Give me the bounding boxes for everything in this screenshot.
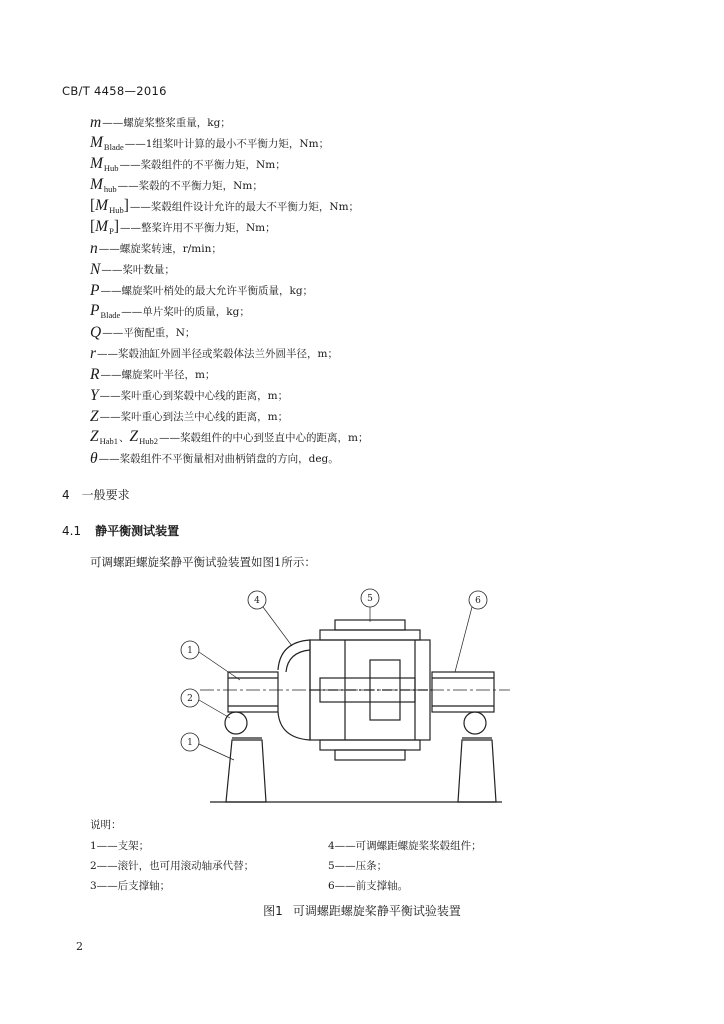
figure-title: 可调螺距螺旋桨静平衡试验装置 <box>292 904 461 918</box>
symbol: θ <box>90 449 98 467</box>
symbol-definition: ——桨叶数量； <box>101 264 175 276</box>
symbol-row <box>90 406 690 427</box>
bottom-clamp-strip <box>335 750 405 760</box>
symbol-definition: ——螺旋桨叶半径，m； <box>100 369 216 381</box>
symbol-row <box>90 112 690 133</box>
symbol-row <box>90 133 690 154</box>
callout-1-bottom: 1 <box>187 738 193 748</box>
legend-item: 5——压条； <box>328 860 388 872</box>
callout-4: 4 <box>254 596 260 606</box>
legend-item: 3——后支撑轴； <box>90 880 171 892</box>
symbol: $M_{Blade}$ <box>90 134 124 153</box>
symbol-definition: ——平衡配重，N； <box>102 327 196 339</box>
symbol-definition: ——螺旋桨整桨重量，kg； <box>102 117 231 129</box>
symbol-row <box>90 238 690 259</box>
callout-1-top: 1 <box>187 646 193 656</box>
symbol: Q <box>90 323 102 341</box>
symbol-row <box>90 343 690 364</box>
symbol-definition: ——螺旋桨转速，r/min； <box>98 243 222 255</box>
symbol-definition: ——桨叶重心到桨毂中心线的距离，m； <box>99 390 289 402</box>
left-support <box>226 740 266 802</box>
symbol-row <box>90 301 690 322</box>
symbol-row <box>90 385 690 406</box>
symbol: n <box>90 239 98 257</box>
section-title: 静平衡测试装置 <box>95 524 180 538</box>
standard-code: CB/T 4458—2016 <box>62 84 167 98</box>
right-roller <box>464 712 486 734</box>
figure-caption <box>0 902 724 919</box>
figure-number: 图1 <box>263 904 283 918</box>
symbol-definition: ——桨毂组件设计允许的最大不平衡力矩，Nm； <box>129 201 360 213</box>
figure-1-drawing <box>170 580 530 810</box>
symbol: $M_{hub}$ <box>90 176 117 195</box>
section-number: 4.1 <box>62 524 82 538</box>
page-number: 2 <box>76 940 83 953</box>
symbol-row <box>90 196 690 217</box>
symbol: m <box>90 113 102 131</box>
symbol-row <box>90 217 690 238</box>
symbol-definition: ——整桨许用不平衡力矩，Nm； <box>120 222 276 234</box>
symbol: R <box>90 365 100 383</box>
symbol-definition: ——单片桨叶的质量，kg； <box>121 306 250 318</box>
symbol-row <box>90 259 690 280</box>
symbol-row <box>90 322 690 343</box>
legend-left-column <box>90 836 254 896</box>
section-number: 4 <box>62 488 70 502</box>
symbol: $M_{Hub}$ <box>90 155 119 174</box>
symbol-definition: ——桨叶重心到法兰中心线的距离，m； <box>99 411 289 423</box>
symbol-row <box>90 175 690 196</box>
symbol: P <box>90 281 100 299</box>
symbol-row: $Z_{Hab1}$ 、 $Z_{Hub2}$ ——桨毂组件的中心到竖直中心的距离，m； <box>90 428 369 447</box>
symbol: $P_{Blade}$ <box>90 302 121 321</box>
legend-item: 4——可调螺距螺旋桨桨毂组件； <box>328 840 482 852</box>
symbol: $Z_{Hab1}$ <box>90 428 119 447</box>
symbol-row <box>90 448 690 469</box>
legend-right-column <box>328 836 482 896</box>
left-roller <box>225 712 247 734</box>
symbol-row <box>90 280 690 301</box>
section-title: 一般要求 <box>81 488 130 502</box>
symbol-definition: ——桨毂油缸外圆半径或桨毂体法兰外圆半径，m； <box>97 348 339 360</box>
symbol: $[M_P]$ <box>90 218 119 237</box>
callout-6: 6 <box>475 596 481 606</box>
callout-2: 2 <box>187 694 193 704</box>
symbol: Z <box>90 407 99 425</box>
legend-item: 6——前支撑轴。 <box>328 880 409 892</box>
symbol: r <box>90 344 97 362</box>
symbol: $[M_{Hub}]$ <box>90 197 129 216</box>
right-support <box>458 740 496 802</box>
intro-paragraph: 可调螺距螺旋桨静平衡试验装置如图1所示： <box>90 555 316 569</box>
symbol-row <box>90 364 690 385</box>
symbol-row <box>90 154 690 175</box>
symbol-definition: ——桨毂组件不平衡量相对曲柄销盘的方向，deg。 <box>98 453 339 465</box>
legend-title: 说明： <box>90 819 122 831</box>
symbol: N <box>90 260 101 278</box>
symbol-list <box>90 112 690 469</box>
symbol-definition: ——桨毂的不平衡力矩，Nm； <box>117 180 263 192</box>
symbol-definition: ——1组桨叶计算的最小不平衡力矩，Nm； <box>124 138 330 150</box>
section-4-heading <box>62 486 130 503</box>
symbol-definition: ——桨毂组件的中心到竖直中心的距离，m； <box>159 432 369 444</box>
symbol: Y <box>90 386 99 404</box>
legend-item: 1——支架； <box>90 840 150 852</box>
callout-5: 5 <box>367 594 373 604</box>
symbol-definition: ——桨毂组件的不平衡力矩，Nm； <box>119 159 286 171</box>
symbol: $Z_{Hub2}$ <box>129 428 159 447</box>
symbol-definition: ——螺旋桨叶梢处的最大允许平衡质量，kg； <box>100 285 314 297</box>
section-4-1-heading <box>62 522 179 539</box>
legend-item: 2——滚针，也可用滚动轴承代替； <box>90 860 255 872</box>
